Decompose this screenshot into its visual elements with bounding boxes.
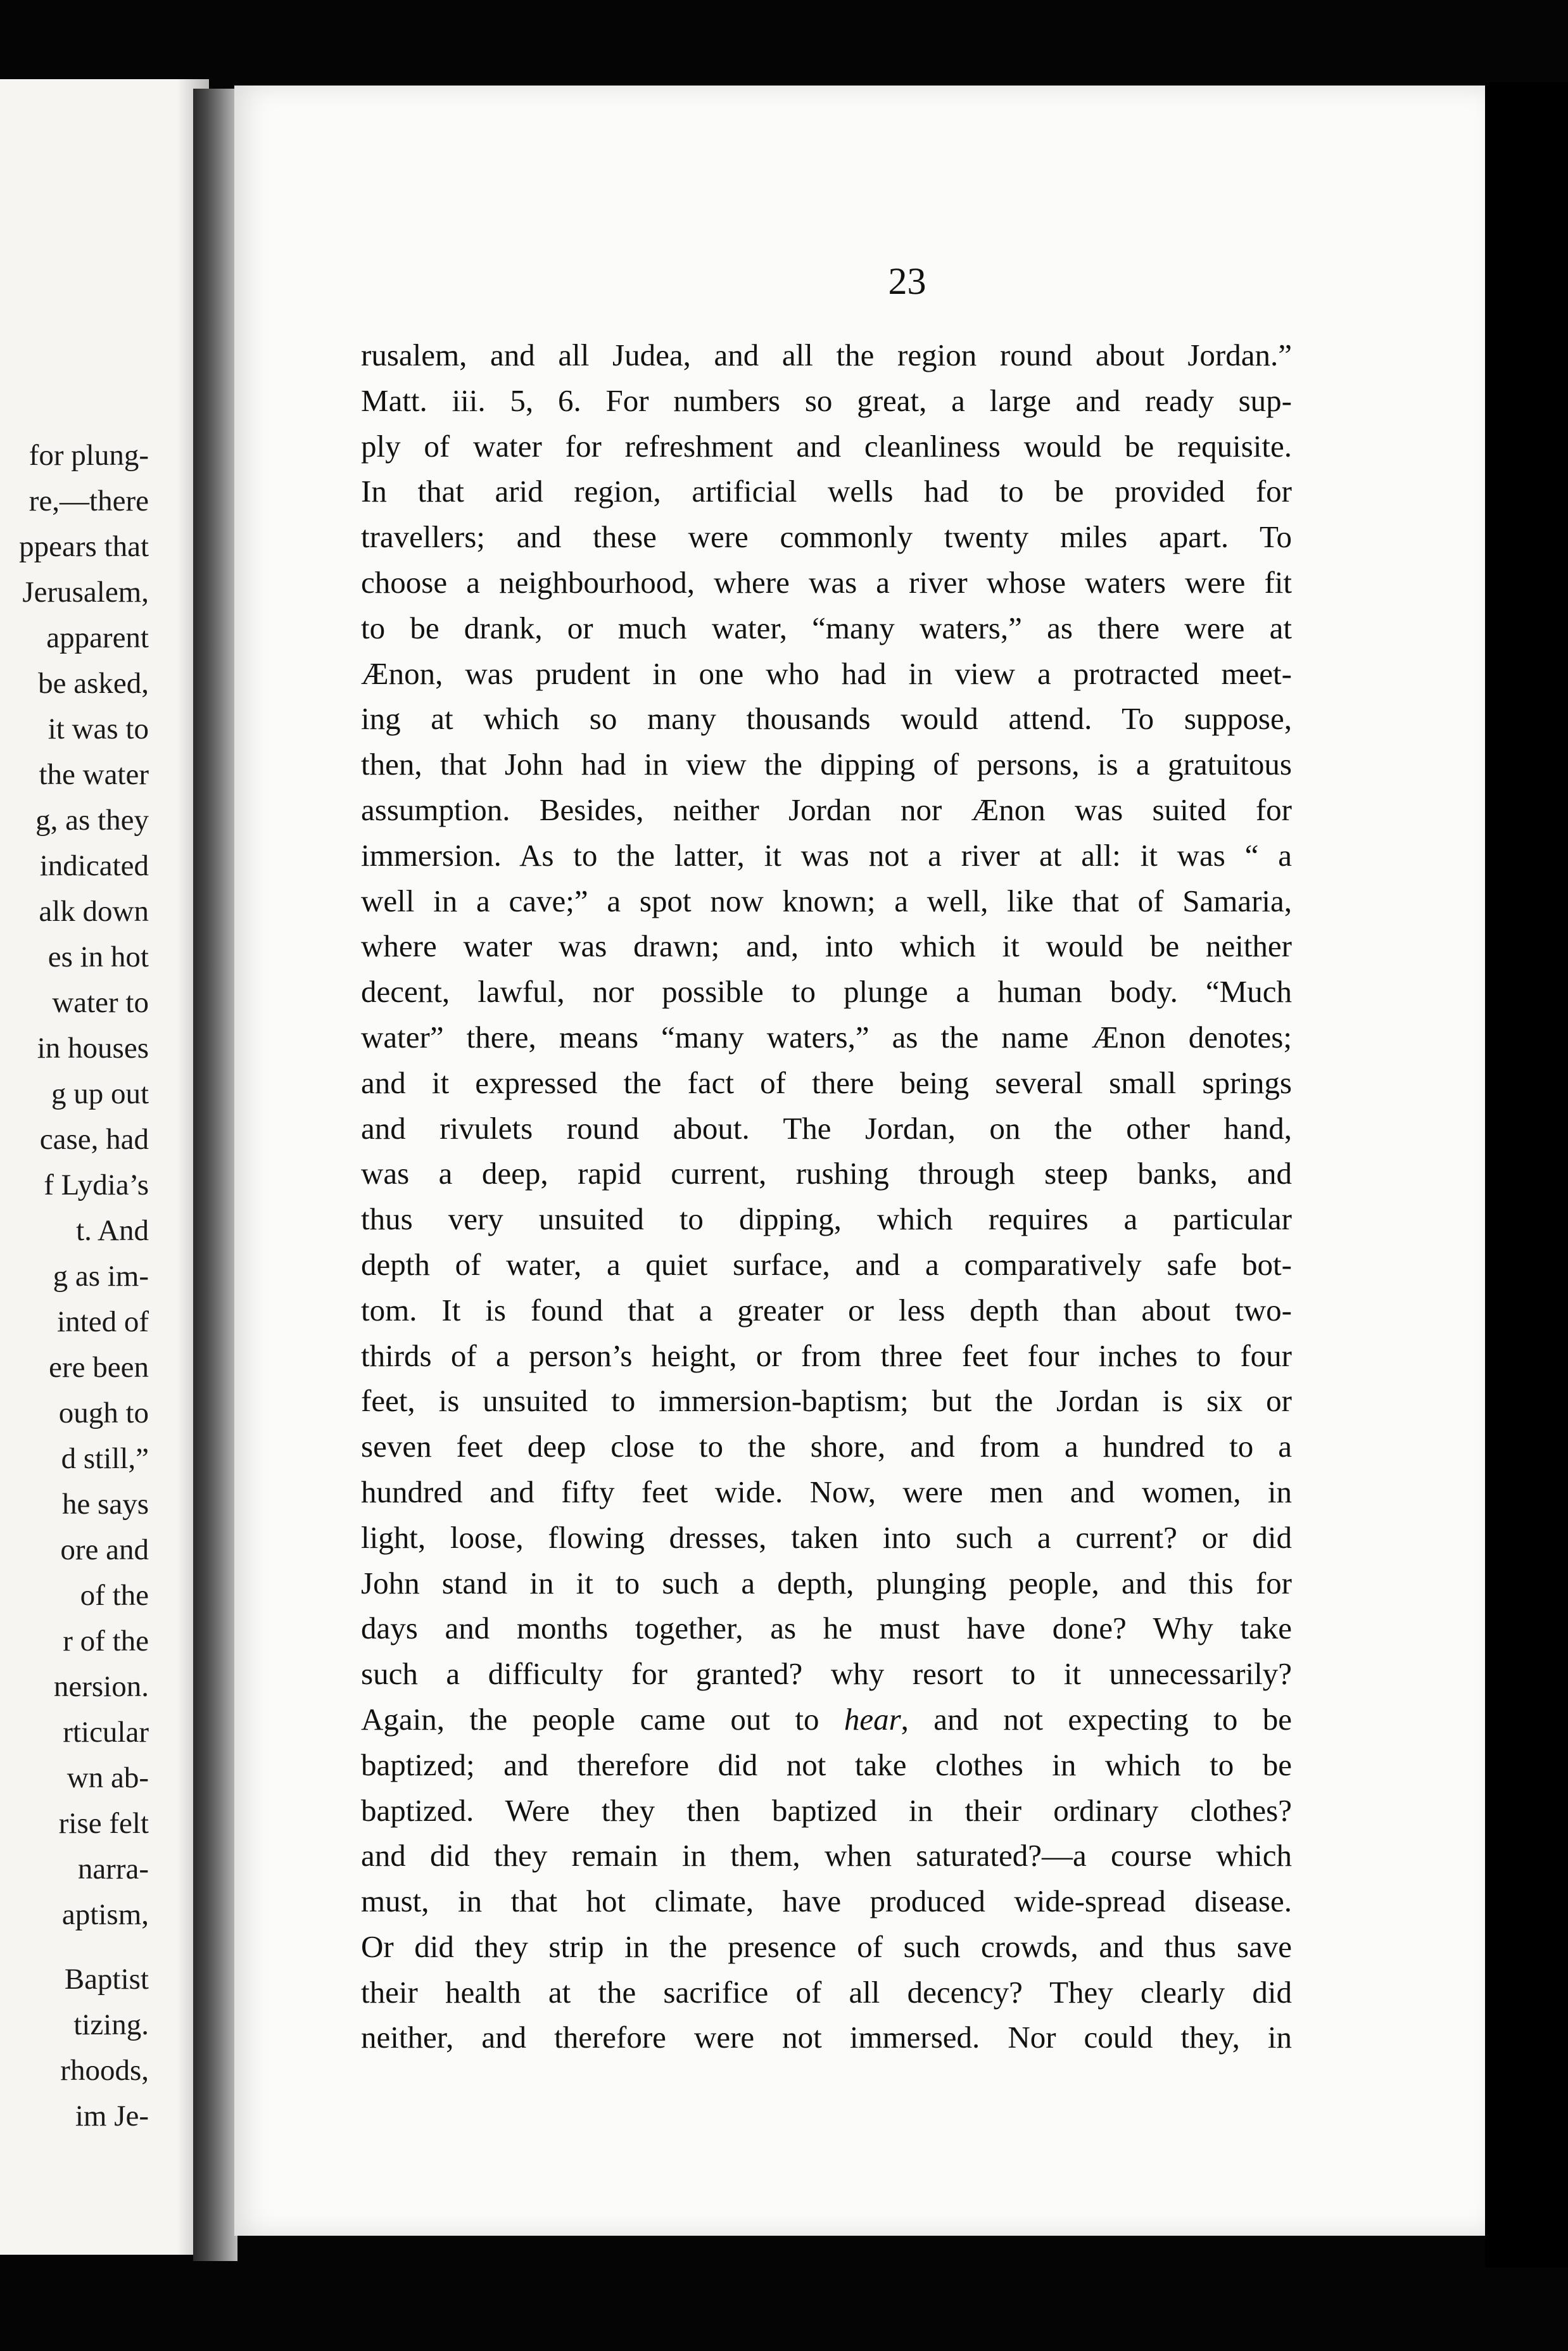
text-line: to be drank, or much water, “many waters,” as there were at <box>361 610 1292 645</box>
page-body-text <box>361 333 1292 2060</box>
left-page-line: r of the <box>63 1625 149 1657</box>
text-line: and it expressed the fact of there being several small springs <box>361 1065 1292 1100</box>
emphasized-word: hear <box>844 1701 901 1737</box>
left-page-line: f Lydia’s <box>44 1169 149 1201</box>
text-line: and rivulets round about. The Jordan, on the other hand, <box>361 1110 1292 1146</box>
left-page-line: rticular <box>63 1716 149 1749</box>
text-line: was a deep, rapid current, rushing through steep banks, and <box>361 1156 1292 1191</box>
text-line: John stand in it to such a depth, plunging people, and this for <box>361 1565 1292 1600</box>
text-line: Or did they strip in the presence of such crowds, and thus save <box>361 1929 1292 1964</box>
text-line: Ænon, was prudent in one who had in view a protracted meet- <box>361 656 1292 691</box>
left-page-line: narra- <box>77 1853 149 1885</box>
left-page-line: wn ab- <box>66 1761 149 1794</box>
left-page-line: case, had <box>39 1123 149 1156</box>
text-line: thirds of a person’s height, or from three feet four inches to four <box>361 1338 1292 1373</box>
left-page-line: tizing. <box>73 2008 149 2041</box>
left-page-line: alk down <box>39 895 149 928</box>
left-page-line: Jerusalem, <box>22 576 149 609</box>
text-line: well in a cave;” a spot now known; a well, like that of Samaria, <box>361 883 1292 918</box>
left-page-line: it was to <box>47 713 149 745</box>
text-line: ply of water for refreshment and cleanliness would be requisite. <box>361 428 1292 464</box>
left-page-line: ppears that <box>19 530 149 563</box>
text-line: days and months together, as he must have done? Why take <box>361 1611 1292 1646</box>
text-line: baptized; and therefore did not take clothes in which to be <box>361 1747 1292 1782</box>
text-line: neither, and therefore were not immersed. Nor could they, in <box>361 2020 1292 2055</box>
text-line: seven feet deep close to the shore, and from a hundred to a <box>361 1429 1292 1464</box>
left-page-line: nersion. <box>53 1670 149 1703</box>
left-page-line: aptism, <box>61 1898 149 1931</box>
text-line: travellers; and these were commonly twenty miles apart. To <box>361 519 1292 555</box>
text-line: feet, is unsuited to immersion-baptism; but the Jordan is six or <box>361 1383 1292 1419</box>
left-page-line: ore and <box>60 1533 149 1566</box>
left-page-line: the water <box>39 758 149 791</box>
left-page-line: indicated <box>39 849 149 882</box>
text-line: decent, lawful, nor possible to plunge a human body. “Much <box>361 974 1292 1010</box>
right-page <box>234 86 1485 2236</box>
left-page-line: g up out <box>51 1077 149 1110</box>
text-line: where water was drawn; and, into which it would be neither <box>361 928 1292 964</box>
text-line: then, that John had in view the dipping of persons, is a gratuitous <box>361 747 1292 782</box>
left-page-line: g, as they <box>35 804 149 837</box>
text-line: tom. It is found that a greater or less depth than about two- <box>361 1292 1292 1328</box>
text-line: In that arid region, artificial wells had to be provided for <box>361 474 1292 509</box>
text-line: Again, the people came out to hear, and not expecting to be <box>361 1701 1292 1737</box>
left-page-line: im Je- <box>75 2100 149 2132</box>
text-line: hundred and fifty feet wide. Now, were men and women, in <box>361 1474 1292 1509</box>
left-page <box>0 79 209 2255</box>
text-line: and did they remain in them, when saturated?—a course which <box>361 1838 1292 1873</box>
text-line: such a difficulty for granted? why resort to it unnecessarily? <box>361 1656 1292 1692</box>
book-spine <box>193 89 237 2261</box>
left-page-line: in houses <box>37 1032 149 1065</box>
text-line: light, loose, flowing dresses, taken into such a current? or did <box>361 1519 1292 1555</box>
left-page-line: d still,” <box>61 1442 149 1475</box>
left-page-line: g as im- <box>53 1260 149 1293</box>
text-line: their health at the sacrifice of all decency? They clearly did <box>361 1974 1292 2010</box>
text-line: baptized. Were they then baptized in their ordinary clothes? <box>361 1792 1292 1828</box>
left-page-line: t. And <box>76 1214 149 1247</box>
left-page-text-fragments <box>19 433 149 2139</box>
left-page-line: he says <box>61 1488 149 1521</box>
scan-background-edge <box>1485 82 1568 2267</box>
text-line: immersion. As to the latter, it was not a river at all: it was “ a <box>361 837 1292 873</box>
left-page-line: inted of <box>57 1305 149 1338</box>
text-line: choose a neighbourhood, where was a river whose waters were fit <box>361 564 1292 600</box>
left-page-line: ere been <box>49 1351 149 1384</box>
left-page-line: ough to <box>58 1397 149 1429</box>
text-line: ing at which so many thousands would attend. To suppose, <box>361 701 1292 737</box>
left-page-line: es in hot <box>47 941 149 973</box>
text-line: assumption. Besides, neither Jordan nor Ænon was suited for <box>361 792 1292 827</box>
left-page-line: re,—there <box>28 485 149 517</box>
text-line: rusalem, and all Judea, and all the region round about Jordan.” <box>361 338 1292 372</box>
left-page-line: rise felt <box>58 1807 149 1840</box>
left-page-line: of the <box>80 1579 149 1612</box>
text-line: thus very unsuited to dipping, which requires a particular <box>361 1201 1292 1237</box>
text-line: Matt. iii. 5, 6. For numbers so great, a large and ready sup- <box>361 383 1292 418</box>
left-page-line: water to <box>52 986 149 1019</box>
text-line: must, in that hot climate, have produced wide-spread disease. <box>361 1884 1292 1919</box>
left-page-line: apparent <box>46 621 149 654</box>
left-page-line: Baptist <box>64 1963 149 1996</box>
text-line: depth of water, a quiet surface, and a comparatively safe bot- <box>361 1246 1292 1282</box>
left-page-line: rhoods, <box>60 2054 149 2087</box>
left-page-line: for plung- <box>28 439 149 472</box>
left-page-line: be asked, <box>38 667 149 700</box>
page-number: 23 <box>888 260 926 302</box>
text-line: water” there, means “many waters,” as the name Ænon denotes; <box>361 1019 1292 1055</box>
